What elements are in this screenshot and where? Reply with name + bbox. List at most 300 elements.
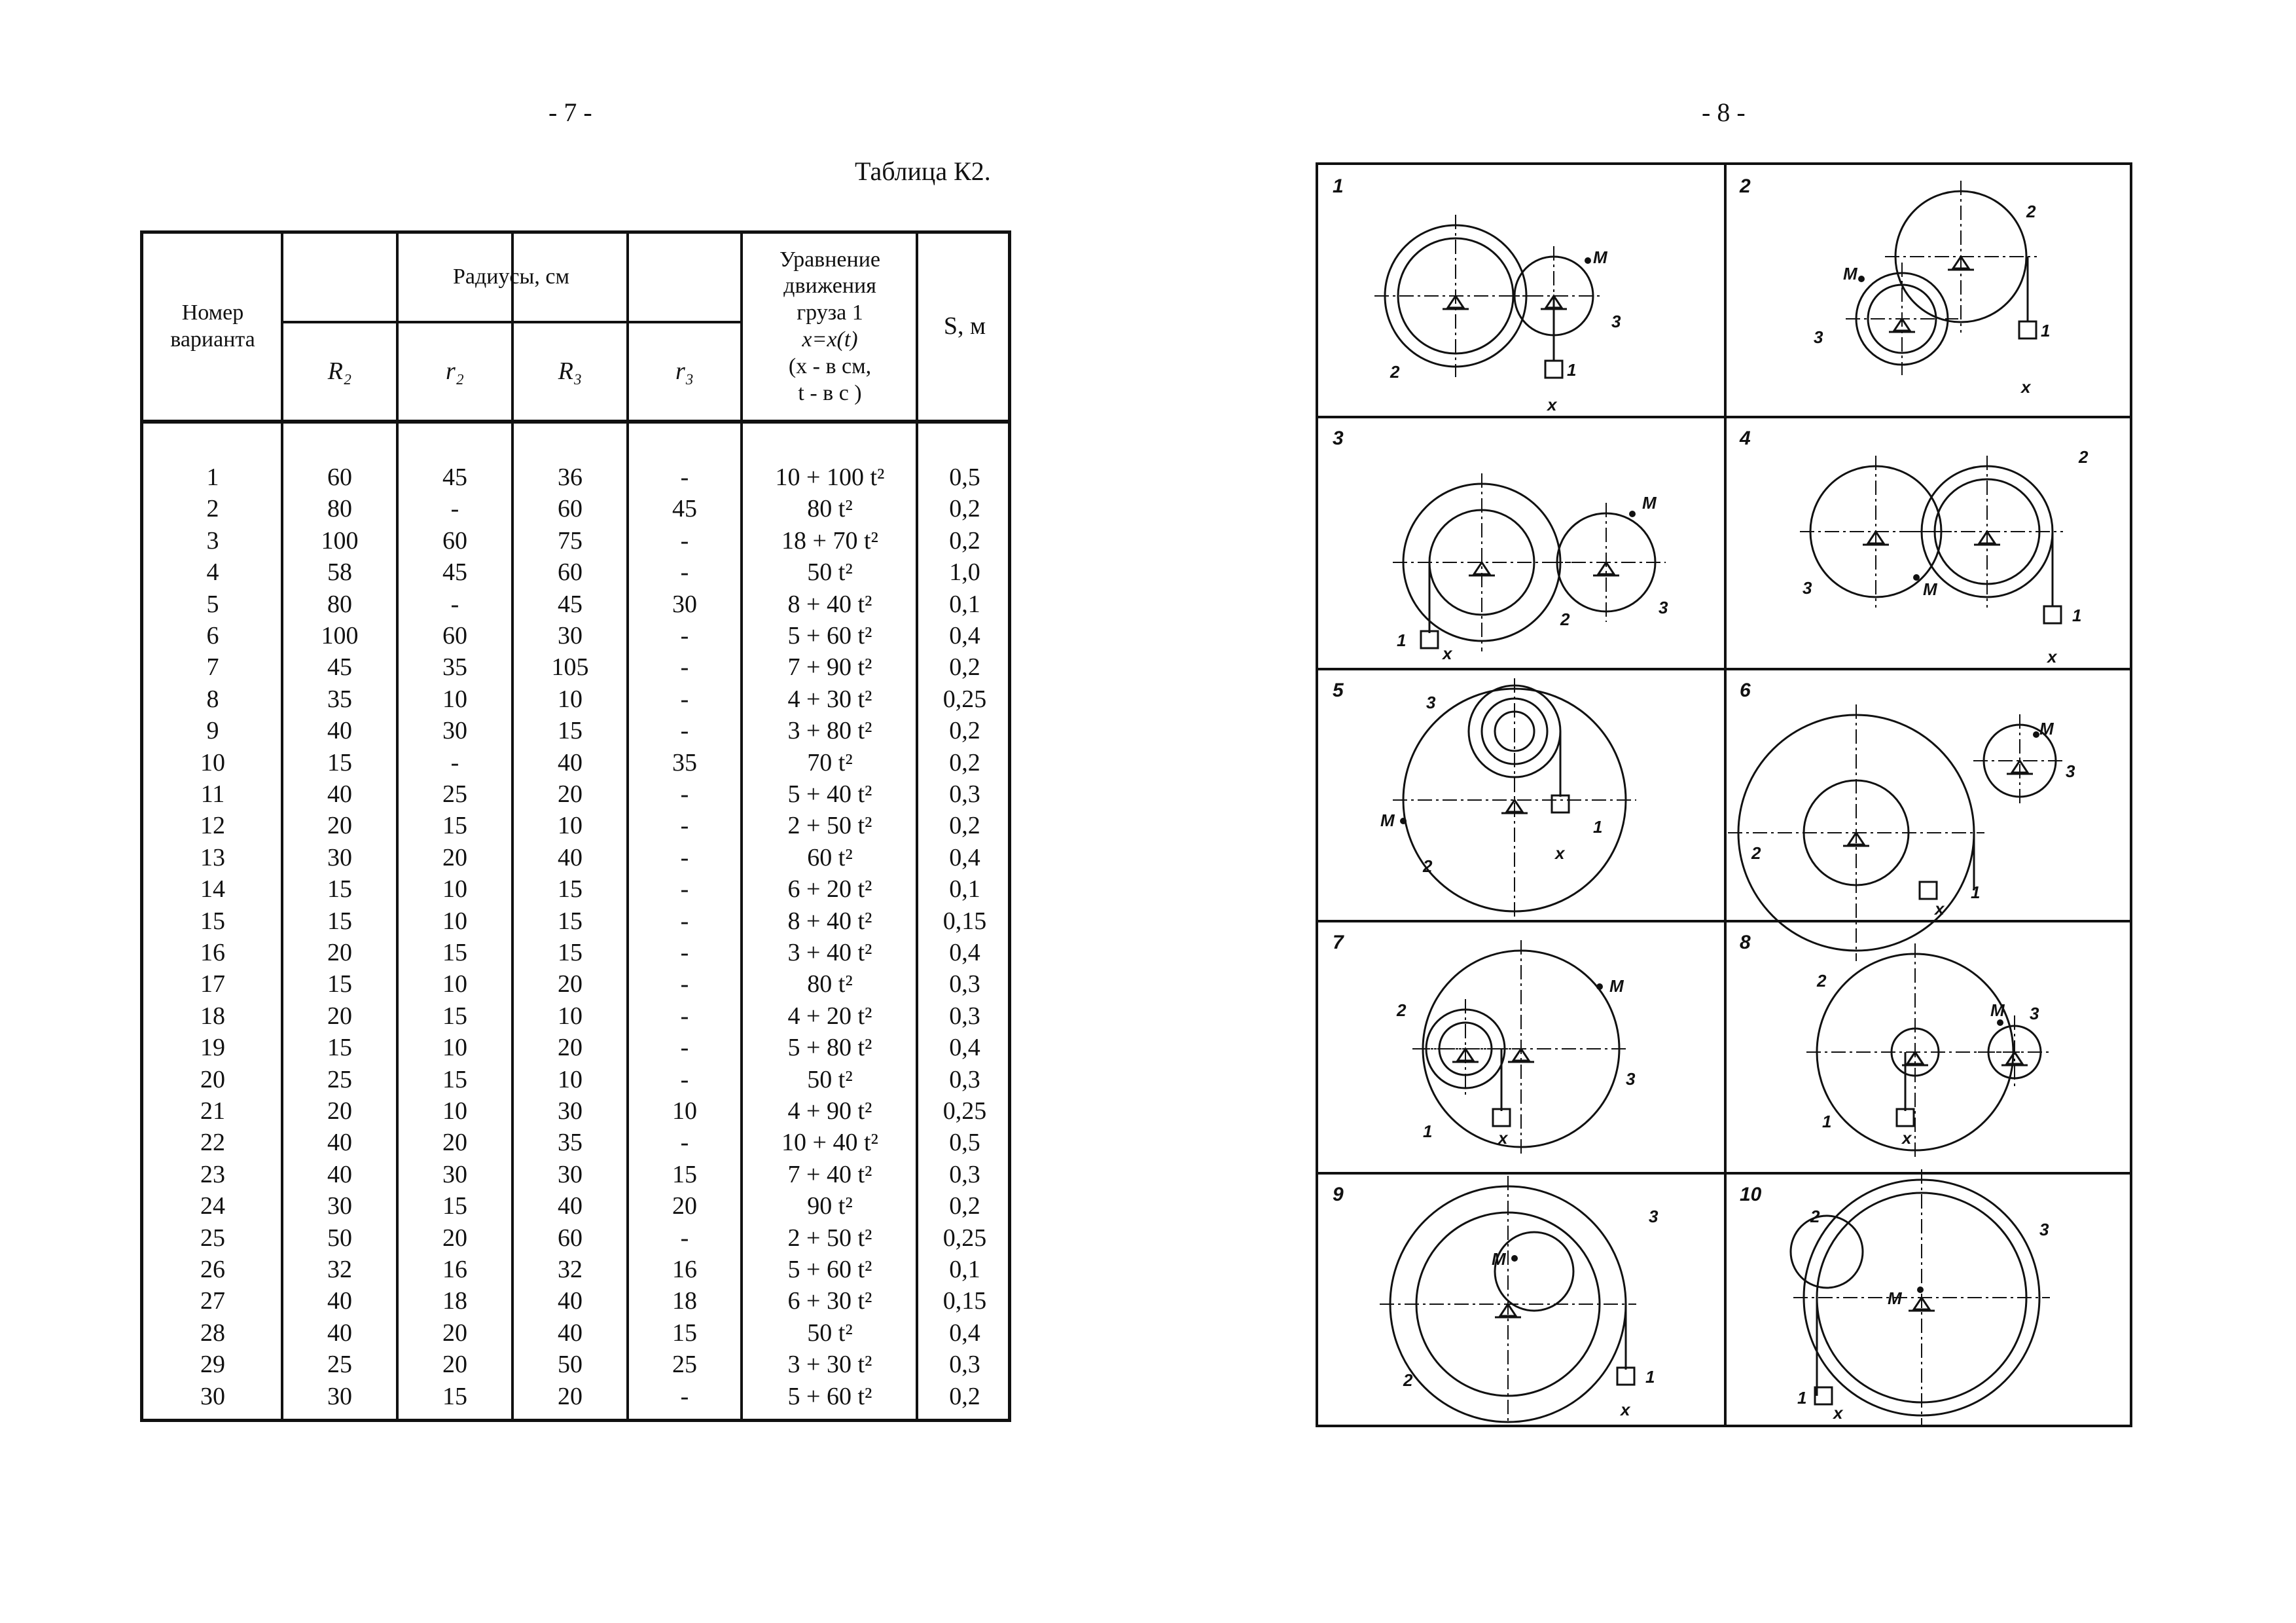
cell-R2: 40 — [327, 1129, 352, 1157]
cell-R2: 20 — [327, 812, 352, 840]
mechanism-figure-6 — [1728, 680, 2075, 961]
cell-R3: 20 — [558, 970, 583, 998]
cell-R3: 40 — [558, 1319, 583, 1347]
cell-motion: 6 + 30 t² — [787, 1287, 872, 1315]
diagram-label: x — [1621, 1400, 1630, 1419]
cell-variant: 11 — [200, 780, 225, 808]
cell-R2: 40 — [327, 780, 352, 808]
cell-variant: 19 — [200, 1034, 225, 1062]
header-motion-equation: Уравнение движения груза 1 x=x(t) (x - в см, t - в с ) — [780, 247, 880, 405]
cell-r3: 45 — [672, 495, 697, 523]
cell-r3: - — [680, 1034, 689, 1062]
cell-R2: 80 — [327, 495, 352, 523]
mechanism-figure-7 — [1333, 932, 1636, 1158]
cell-variant: 21 — [200, 1097, 225, 1125]
cell-R2: 40 — [327, 1287, 352, 1315]
cell-r2: 15 — [442, 812, 467, 840]
cell-R3: 75 — [558, 526, 583, 555]
diagram-label: x — [1935, 899, 1945, 919]
load-block — [1421, 631, 1438, 648]
diagram-label: M — [1923, 579, 1937, 599]
cell-R2: 100 — [321, 622, 359, 649]
cell-motion: 6 + 20 t² — [787, 875, 872, 903]
cell-variant: 16 — [200, 939, 225, 966]
diagram-label: 2 — [1740, 175, 1751, 197]
cell-variant: 24 — [200, 1192, 225, 1220]
header-r2: r₂ — [446, 357, 464, 385]
cell-R2: 40 — [327, 1160, 352, 1188]
cell-r3: - — [680, 780, 689, 808]
cell-motion: 80 t² — [807, 970, 853, 998]
cell-motion: 50 t² — [807, 558, 853, 587]
diagram-label: 9 — [1333, 1184, 1344, 1205]
diagram-label: M — [1642, 493, 1657, 513]
cell-motion: 4 + 20 t² — [787, 1002, 872, 1030]
cell-R2: 60 — [327, 464, 352, 491]
cell-s: 0,3 — [949, 780, 980, 808]
mechanism-figure-2 — [1739, 175, 2050, 397]
cell-r2: 16 — [442, 1256, 467, 1283]
cell-r3: - — [680, 875, 689, 903]
cell-r2: 60 — [442, 526, 467, 555]
diagram-label: 2 — [1810, 1207, 1820, 1226]
diagram-label: x — [1833, 1403, 1843, 1423]
cell-motion: 8 + 40 t² — [787, 907, 872, 935]
cell-s: 0,2 — [949, 1192, 980, 1220]
point-m-icon — [1629, 511, 1636, 517]
diagram-label: 1 — [1822, 1112, 1832, 1131]
cell-R3: 15 — [558, 717, 583, 745]
diagram-label: M — [1380, 811, 1395, 830]
cell-R2: 15 — [327, 875, 352, 903]
cell-r2: 20 — [442, 1351, 467, 1379]
cell-s: 0,25 — [942, 1224, 987, 1252]
cell-motion: 5 + 60 t² — [787, 622, 872, 649]
load-block — [1552, 795, 1569, 812]
cell-r2: 10 — [442, 1097, 467, 1125]
cell-s: 0,25 — [942, 1097, 987, 1125]
cell-motion: 7 + 40 t² — [787, 1160, 872, 1188]
cell-s: 0,2 — [949, 526, 980, 555]
diagram-label: M — [2039, 719, 2054, 739]
cell-R3: 15 — [558, 939, 583, 966]
point-m-icon — [1917, 1286, 1924, 1293]
diagram-label: 2 — [1423, 856, 1433, 876]
cell-r2: 20 — [442, 1129, 467, 1157]
cell-R3: 40 — [558, 748, 583, 776]
cell-R2: 80 — [327, 590, 352, 618]
cell-variant: 27 — [200, 1287, 225, 1315]
header-s: S, м — [943, 312, 986, 340]
cell-R2: 50 — [327, 1224, 352, 1252]
cell-s: 0,2 — [949, 748, 980, 776]
cell-motion: 3 + 80 t² — [787, 717, 872, 745]
cell-motion: 5 + 60 t² — [787, 1382, 872, 1410]
cell-R2: 15 — [327, 970, 352, 998]
load-block — [1545, 361, 1562, 378]
cell-variant: 7 — [206, 653, 219, 682]
cell-r3: 16 — [672, 1256, 697, 1283]
cell-R3: 15 — [558, 875, 583, 903]
diagram-label: 1 — [1397, 630, 1407, 650]
cell-r2: 35 — [442, 653, 467, 682]
diagram-label: x — [1443, 644, 1452, 663]
cell-motion: 10 + 100 t² — [775, 464, 885, 491]
cell-motion: 2 + 50 t² — [787, 1224, 872, 1252]
cell-variant: 9 — [206, 717, 219, 745]
cell-r2: 15 — [442, 939, 467, 966]
load-block — [1920, 882, 1937, 899]
diagram-label: 3 — [1803, 578, 1812, 598]
diagram-label: x — [1902, 1128, 1912, 1148]
cell-r2: 10 — [442, 875, 467, 903]
cell-variant: 23 — [200, 1160, 225, 1188]
point-m-icon — [1913, 574, 1920, 581]
cell-r2: 20 — [442, 1224, 467, 1252]
cell-motion: 4 + 30 t² — [787, 685, 872, 713]
cell-s: 0,2 — [949, 653, 980, 682]
point-m-icon — [1596, 983, 1603, 990]
cell-s: 0,1 — [949, 875, 980, 903]
cell-R2: 58 — [327, 558, 352, 587]
cell-motion: 18 + 70 t² — [781, 526, 878, 555]
cell-s: 0,1 — [949, 1256, 980, 1283]
header-R3: R₃ — [558, 357, 583, 385]
cell-R2: 15 — [327, 1034, 352, 1062]
cell-motion: 2 + 50 t² — [787, 812, 872, 840]
diagram-label: 1 — [1423, 1122, 1433, 1141]
diagram-label: 3 — [1626, 1069, 1636, 1089]
cell-R3: 105 — [551, 653, 589, 682]
cell-r3: - — [680, 1129, 689, 1157]
cell-R3: 40 — [558, 843, 583, 871]
cell-s: 0,25 — [942, 685, 987, 713]
diagram-label: M — [1990, 1000, 2005, 1020]
figures-panel — [1316, 162, 2132, 1427]
cell-r3: - — [680, 717, 689, 745]
cell-R3: 10 — [558, 1002, 583, 1030]
cell-motion: 3 + 40 t² — [787, 939, 872, 966]
diagram-label: 1 — [1567, 360, 1577, 380]
load-block — [2019, 321, 2036, 338]
diagram-label: M — [1843, 264, 1857, 283]
cell-s: 0,3 — [949, 1065, 980, 1093]
cell-r2: 15 — [442, 1382, 467, 1410]
diagram-label: 2 — [1397, 1000, 1407, 1020]
header-radii: Радиусы, см — [452, 264, 570, 289]
cell-r3: - — [680, 1002, 689, 1030]
cell-variant: 6 — [206, 622, 219, 649]
cell-r2: 25 — [442, 780, 467, 808]
diagram-label: x — [2021, 377, 2031, 397]
diagram-label: 2 — [1560, 610, 1570, 629]
cell-R3: 45 — [558, 590, 583, 618]
cell-motion: 7 + 90 t² — [787, 653, 872, 682]
cell-R3: 50 — [558, 1351, 583, 1379]
diagram-label: 1 — [1971, 883, 1981, 902]
mechanism-diagrams — [1318, 165, 2130, 1425]
point-m-icon — [1997, 1019, 2003, 1026]
diagram-label: 6 — [1740, 680, 1751, 701]
diagram-label: 2 — [2079, 447, 2089, 467]
diagram-label: 1 — [1593, 817, 1603, 837]
diagram-label: 1 — [1797, 1388, 1807, 1408]
cell-variant: 30 — [200, 1382, 225, 1410]
cell-R2: 40 — [327, 717, 352, 745]
cell-R3: 30 — [558, 1160, 583, 1188]
cell-variant: 18 — [200, 1002, 225, 1030]
cell-motion: 5 + 60 t² — [787, 1256, 872, 1283]
cell-r2: - — [450, 590, 459, 618]
cell-R3: 60 — [558, 558, 583, 587]
cell-r3: - — [680, 622, 689, 649]
cell-variant: 29 — [200, 1351, 225, 1379]
mechanism-figure-8 — [1740, 932, 2051, 1161]
cell-R3: 15 — [558, 907, 583, 935]
header-variant: Номер варианта — [170, 301, 255, 352]
cell-motion: 50 t² — [807, 1319, 853, 1347]
cell-s: 0,15 — [942, 907, 987, 935]
point-m-icon — [1858, 276, 1865, 282]
cell-variant: 3 — [206, 526, 219, 555]
cell-R2: 30 — [327, 1382, 352, 1410]
cell-r3: - — [680, 558, 689, 587]
diagram-label: M — [1609, 976, 1624, 996]
diagram-label: M — [1593, 247, 1607, 267]
cell-R3: 40 — [558, 1192, 583, 1220]
cell-variant: 13 — [200, 843, 225, 871]
cell-R2: 45 — [327, 653, 352, 682]
mechanism-figure-5 — [1333, 678, 1636, 922]
diagram-label: 1 — [2041, 321, 2051, 340]
cell-s: 0,4 — [949, 1319, 980, 1347]
cell-r2: 10 — [442, 907, 467, 935]
header-R2: R₂ — [327, 357, 352, 385]
diagram-label: 8 — [1740, 932, 1751, 953]
cell-R2: 20 — [327, 1097, 352, 1125]
cell-r2: 20 — [442, 1319, 467, 1347]
cell-R3: 60 — [558, 1224, 583, 1252]
cell-variant: 28 — [200, 1319, 225, 1347]
cell-r2: - — [450, 495, 459, 523]
header-bottom-rule — [143, 420, 1008, 424]
diagram-label: 1 — [1333, 175, 1344, 197]
diagram-label: x — [1498, 1128, 1508, 1148]
cell-R2: 30 — [327, 843, 352, 871]
cell-r2: 45 — [442, 558, 467, 587]
diagram-label: 7 — [1333, 932, 1344, 953]
cell-r3: 25 — [672, 1351, 697, 1379]
diagram-label: 3 — [2039, 1220, 2049, 1239]
cell-r3: - — [680, 653, 689, 682]
cell-R2: 32 — [327, 1256, 352, 1283]
diagram-label: 2 — [1403, 1370, 1413, 1390]
load-block — [1897, 1109, 1914, 1126]
cell-variant: 2 — [206, 495, 219, 523]
load-block — [2044, 606, 2061, 623]
cell-s: 0,2 — [949, 1382, 980, 1410]
page-number-left: - 7 - — [548, 98, 592, 127]
cell-r2: 15 — [442, 1192, 467, 1220]
diagram-label: 2 — [2026, 202, 2036, 221]
cell-motion: 5 + 40 t² — [787, 780, 872, 808]
cell-r3: - — [680, 907, 689, 935]
cell-motion: 3 + 30 t² — [787, 1351, 872, 1379]
cell-r2: 20 — [442, 843, 467, 871]
cell-R2: 40 — [327, 1319, 352, 1347]
cell-s: 0,1 — [949, 590, 980, 618]
cell-R3: 20 — [558, 1034, 583, 1062]
cell-s: 1,0 — [949, 558, 980, 587]
cell-variant: 10 — [200, 748, 225, 776]
diagram-label: 3 — [1333, 428, 1344, 449]
point-m-icon — [1585, 257, 1591, 264]
cell-variant: 15 — [200, 907, 225, 935]
cell-s: 0,2 — [949, 717, 980, 745]
cell-s: 0,4 — [949, 1034, 980, 1062]
mechanism-figure-3 — [1333, 428, 1668, 663]
cell-s: 0,4 — [949, 622, 980, 649]
diagram-label: 1 — [1645, 1367, 1655, 1387]
cell-motion: 60 t² — [807, 843, 853, 871]
cell-r2: 30 — [442, 717, 467, 745]
cell-r2: 10 — [442, 685, 467, 713]
cell-s: 0,3 — [949, 1351, 980, 1379]
cell-s: 0,2 — [949, 812, 980, 840]
cell-variant: 1 — [206, 464, 219, 491]
cell-s: 0,3 — [949, 1160, 980, 1188]
cell-R3: 36 — [558, 464, 583, 491]
cell-variant: 22 — [200, 1129, 225, 1157]
pivot-support — [2007, 1052, 2022, 1064]
cell-R3: 20 — [558, 1382, 583, 1410]
cell-R2: 30 — [327, 1192, 352, 1220]
cell-r3: - — [680, 1382, 689, 1410]
cell-r2: 10 — [442, 1034, 467, 1062]
mechanism-figure-9 — [1333, 1176, 1659, 1425]
cell-s: 0,15 — [942, 1287, 987, 1315]
cell-s: 0,2 — [949, 495, 980, 523]
cell-R2: 15 — [327, 907, 352, 935]
diagram-label: 4 — [1740, 428, 1751, 449]
cell-motion: 90 t² — [807, 1192, 853, 1220]
cell-r3: - — [680, 464, 689, 491]
diagram-label: 1 — [2072, 606, 2082, 625]
mechanism-figure-4 — [1739, 428, 2089, 666]
cell-r3: 15 — [672, 1160, 697, 1188]
cell-variant: 5 — [206, 590, 219, 618]
cell-s: 0,5 — [949, 1129, 980, 1157]
cell-r2: 60 — [442, 622, 467, 649]
cell-r2: - — [450, 748, 459, 776]
diagram-label: x — [1547, 395, 1557, 414]
diagram-label: M — [1888, 1288, 1902, 1308]
cell-r2: 15 — [442, 1065, 467, 1093]
cell-r3: - — [680, 1065, 689, 1093]
diagram-label: x — [2047, 647, 2057, 666]
cell-r3: 18 — [672, 1287, 697, 1315]
cell-variant: 17 — [200, 970, 225, 998]
point-m-icon — [1511, 1255, 1518, 1262]
cell-r3: - — [680, 685, 689, 713]
cell-r2: 18 — [442, 1287, 467, 1315]
cell-s: 0,3 — [949, 970, 980, 998]
cell-s: 0,4 — [949, 843, 980, 871]
diagram-label: x — [1555, 843, 1565, 863]
point-m-icon — [2033, 731, 2039, 738]
point-m-icon — [1400, 818, 1407, 824]
cell-R3: 60 — [558, 495, 583, 523]
cell-R3: 10 — [558, 812, 583, 840]
cell-variant: 25 — [200, 1224, 225, 1252]
cell-motion: 8 + 40 t² — [787, 590, 872, 618]
table-caption: Таблица К2. — [855, 156, 991, 186]
cell-motion: 10 + 40 t² — [781, 1129, 878, 1157]
cell-r3: - — [680, 970, 689, 998]
cell-R2: 20 — [327, 1002, 352, 1030]
cell-R2: 100 — [321, 526, 359, 555]
cell-R2: 20 — [327, 939, 352, 966]
cell-motion: 70 t² — [807, 748, 853, 776]
cell-R3: 10 — [558, 685, 583, 713]
cell-motion: 4 + 90 t² — [787, 1097, 872, 1125]
table-k2 — [140, 230, 1011, 1422]
diagram-label: 10 — [1740, 1184, 1762, 1205]
diagram-label: 2 — [1817, 971, 1827, 991]
diagram-label: 3 — [1649, 1207, 1659, 1226]
cell-r2: 30 — [442, 1160, 467, 1188]
cell-s: 0,4 — [949, 939, 980, 966]
cell-r2: 15 — [442, 1002, 467, 1030]
cell-R3: 35 — [558, 1129, 583, 1157]
cell-R2: 35 — [327, 685, 352, 713]
diagram-label: 3 — [2030, 1004, 2039, 1023]
load-block — [1493, 1109, 1510, 1126]
cell-r3: - — [680, 939, 689, 966]
cell-r3: 35 — [672, 748, 697, 776]
cell-R3: 40 — [558, 1287, 583, 1315]
cell-r3: 20 — [672, 1192, 697, 1220]
diagram-label: 3 — [1426, 693, 1436, 712]
diagram-label: 3 — [1611, 312, 1621, 331]
cell-r3: - — [680, 812, 689, 840]
diagram-label: 2 — [1751, 843, 1761, 863]
load-block — [1617, 1368, 1634, 1385]
cell-r2: 10 — [442, 970, 467, 998]
cell-r3: 10 — [672, 1097, 697, 1125]
cell-s: 0,5 — [949, 464, 980, 491]
cell-variant: 20 — [200, 1065, 225, 1093]
cell-R3: 20 — [558, 780, 583, 808]
cell-r3: - — [680, 1224, 689, 1252]
cell-motion: 80 t² — [807, 495, 853, 523]
gear-circle — [1495, 1232, 1573, 1311]
cell-r2: 45 — [442, 464, 467, 491]
cell-R3: 10 — [558, 1065, 583, 1093]
diagram-label: 3 — [1659, 598, 1668, 617]
cell-variant: 8 — [206, 685, 219, 713]
cell-variant: 12 — [200, 812, 225, 840]
cell-r3: 30 — [672, 590, 697, 618]
mechanism-figure-1 — [1333, 175, 1621, 414]
cell-R2: 25 — [327, 1065, 352, 1093]
cell-variant: 14 — [200, 875, 225, 903]
cell-R2: 15 — [327, 748, 352, 776]
diagram-label: 2 — [1390, 362, 1400, 382]
cell-motion: 50 t² — [807, 1065, 853, 1093]
cell-R2: 25 — [327, 1351, 352, 1379]
header-r3: r₃ — [675, 357, 694, 385]
